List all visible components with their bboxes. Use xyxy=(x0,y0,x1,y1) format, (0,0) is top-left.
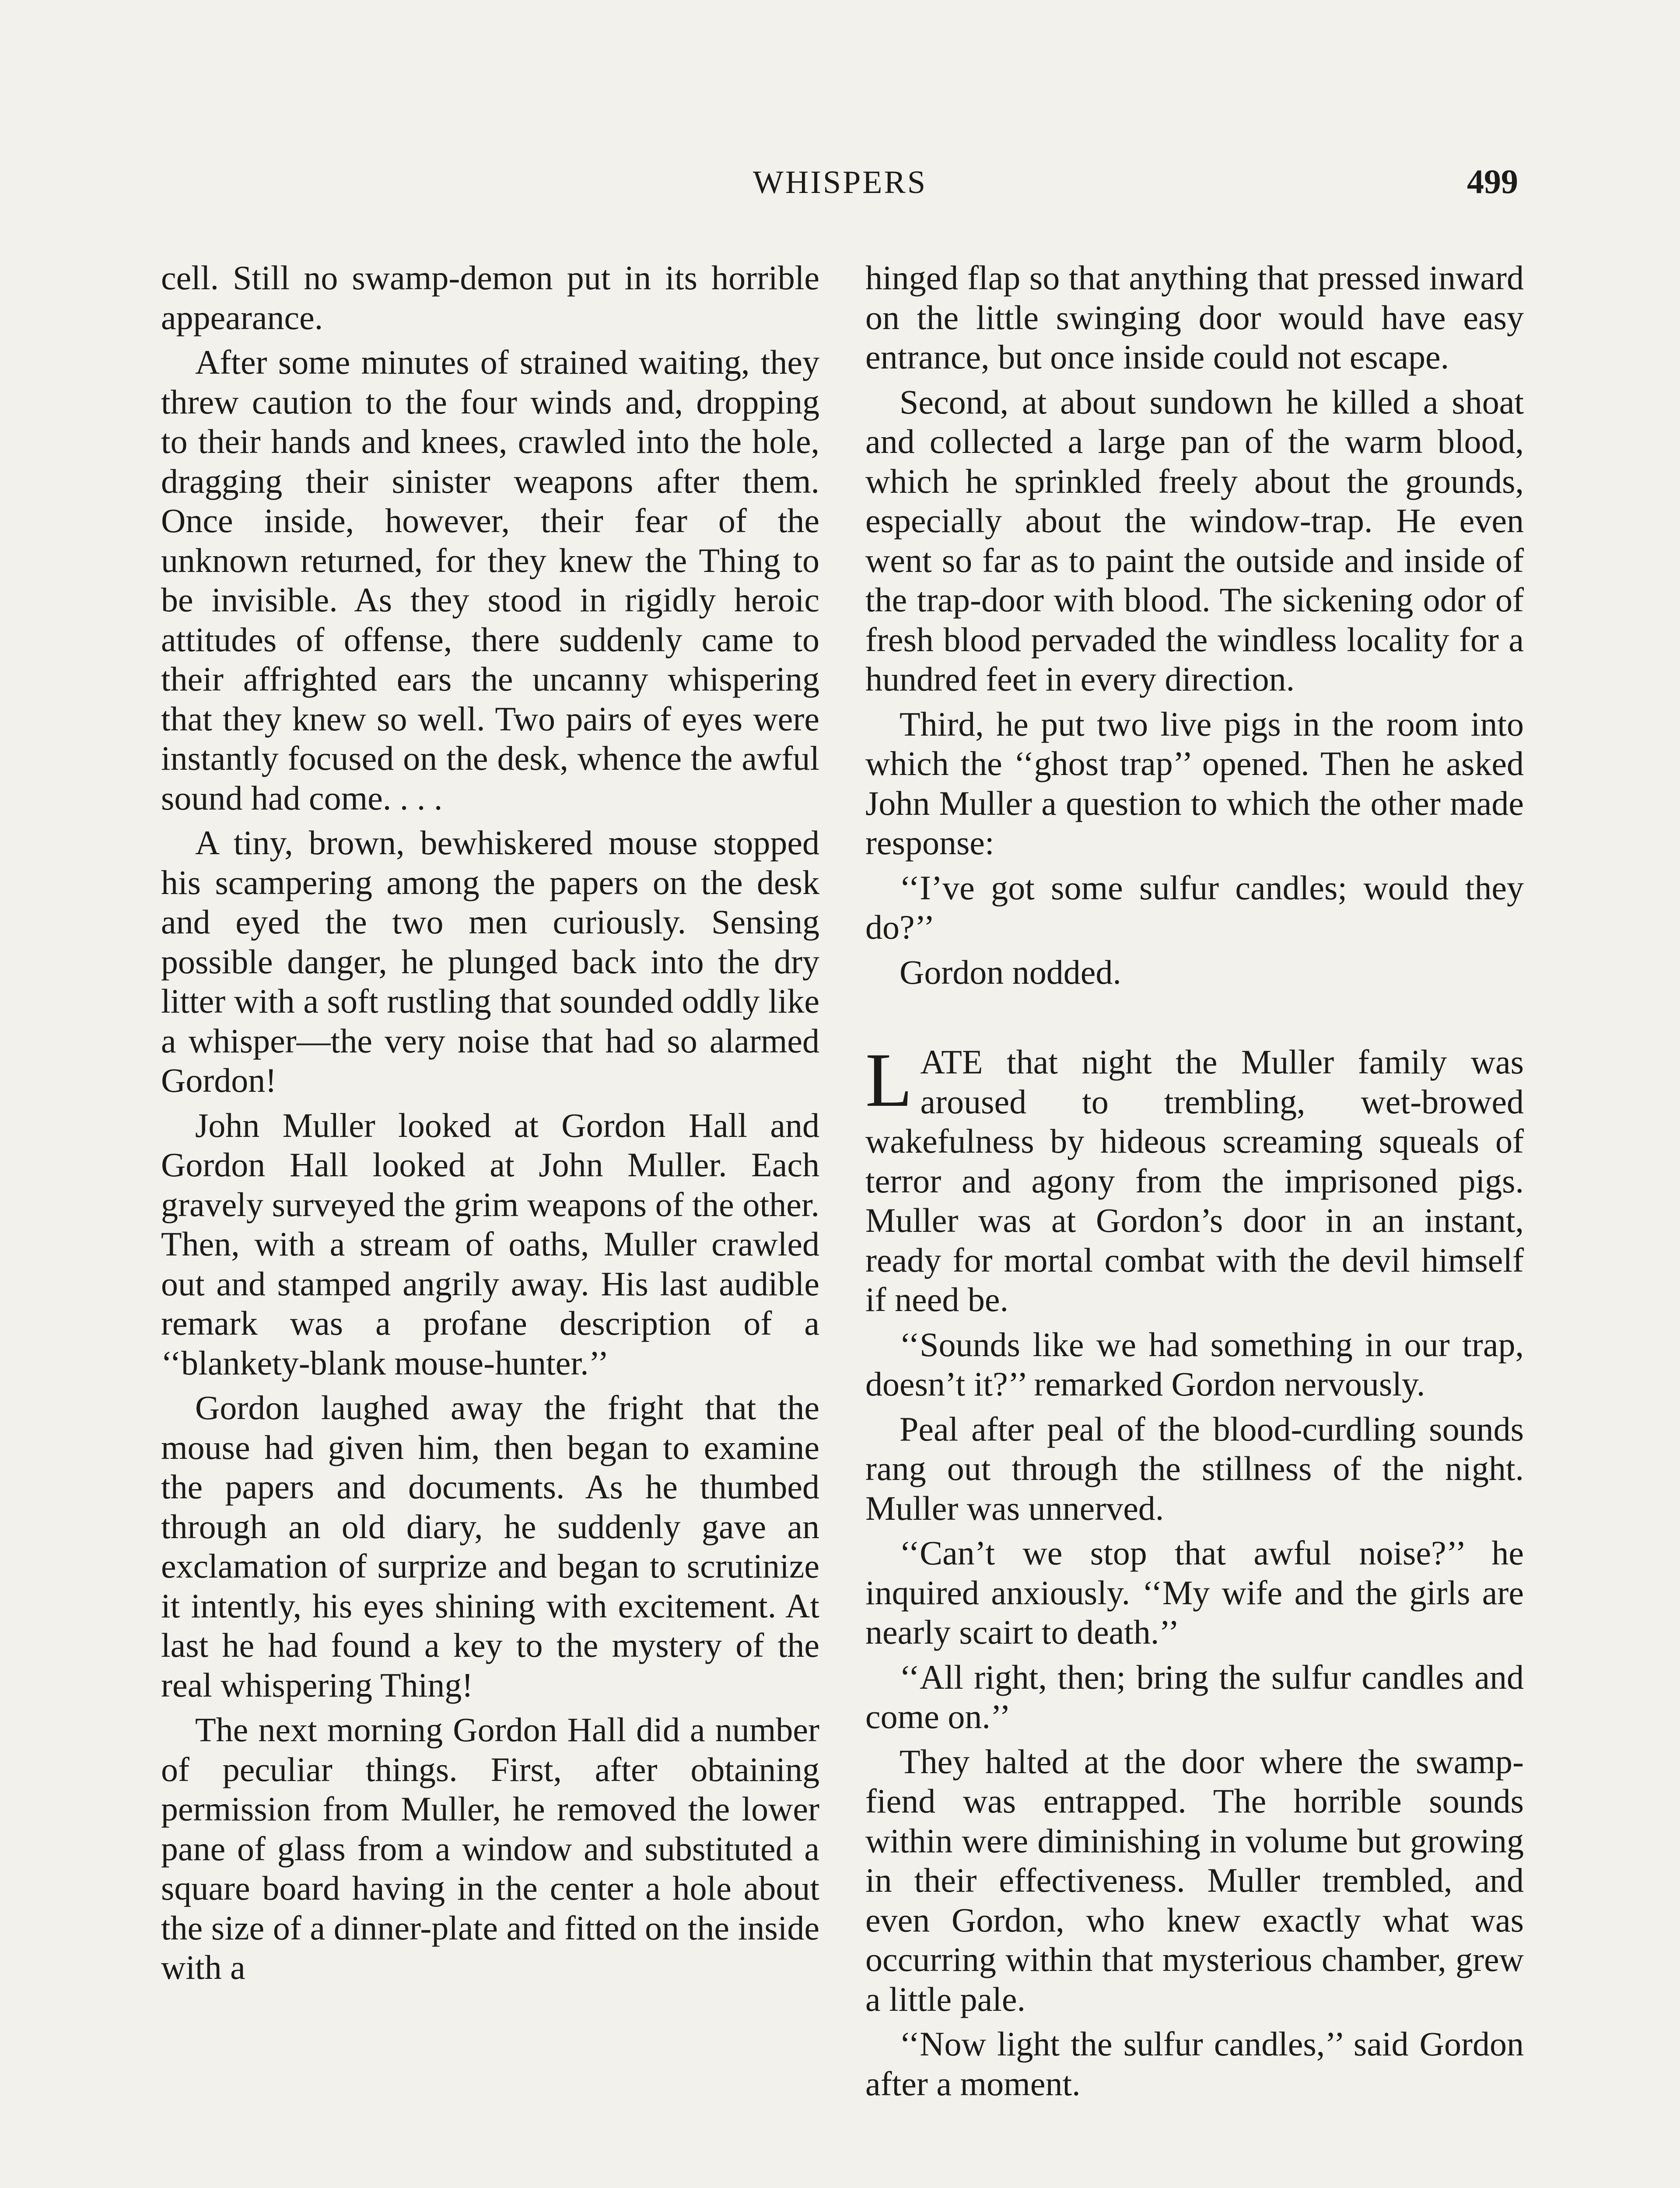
right-column xyxy=(865,258,1524,2104)
paragraph: cell. Still no swamp-demon put in its horrible appearance. xyxy=(161,259,819,337)
paragraph: After some minutes of strained waiting, they threw caution to the four winds and, dropping to their hands and knees, crawled into the hole, dragging their sinister weapons after them. Once inside, however, their fear of the unknown returned, for they knew the Thing to be invisible. As they stood in rigidly heroic attitudes of offense, there suddenly came to their affrighted ears the uncanny whispering that they knew so well. Two pairs of eyes were instantly focused on the desk, whence the awful sound had come. . . . xyxy=(161,343,819,817)
paragraph: Gordon laughed away the fright that the mouse had given him, then began to examine the papers and documents. As he thumbed through an old diary, he suddenly gave an exclamation of surprize and began to scrutinize it intently, his eyes shining with excitement. At last he had found a key to the mystery of the real whispering Thing! xyxy=(161,1389,819,1704)
paragraph: Peal after peal of the blood-curdling sounds rang out through the stillness of the night. Muller was unnerved. xyxy=(865,1410,1524,1527)
paragraph: Third, he put two live pigs in the room into which the ‘‘ghost trap’’ opened. Then he asked John Muller a question to which the other made response: xyxy=(865,705,1524,862)
paragraph: The next morning Gordon Hall did a number of peculiar things. First, after obtaining permission from Muller, he removed the lower pane of glass from a window and substituted a square board having in the center a hole about the size of a dinner-plate and fitted on the inside with a xyxy=(161,1711,819,1986)
drop-cap-paragraph-text: that night the Muller family was aroused to trembling, wet-browed wakefulness by hideous screaming squeals of terror and agony from the imprisoned pigs. Muller was at Gordon’s door in an instant, ready for mortal combat with the devil himself if need be. xyxy=(865,1043,1524,1318)
paragraph: They halted at the door where the swamp-fiend was entrapped. The horrible sounds within were diminishing in volume but growing in their effectiveness. Muller trembled, and even Gordon, who knew exactly what was occurring within that mysterious chamber, grew a little pale. xyxy=(865,1742,1524,2018)
paragraph: ‘‘Can’t we stop that awful noise?’’ he inquired anxiously. ‘‘My wife and the girls are nearly scairt to death.’’ xyxy=(865,1534,1524,1651)
paragraph: Second, at about sundown he killed a shoat and collected a large pan of the warm blood, which he sprinkled freely about the grounds, especially about the window-trap. He even went so far as to paint the outside and inside of the trap-door with blood. The sickening odor of fresh blood pervaded the windless locality for a hundred feet in every direction. xyxy=(865,382,1524,698)
paragraph: ‘‘I’ve got some sulfur candles; would they do?’’ xyxy=(865,868,1524,946)
paragraph: John Muller looked at Gordon Hall and Gordon Hall looked at John Muller. Each gravely surveyed the grim weapons of the other. Then, with a stream of oaths, Muller crawled out and stamped angrily away. His last audible remark was a profane description of a ‘‘blankety-blank mouse-hunter.’’ xyxy=(161,1106,819,1382)
paragraph: ‘‘All right, then; bring the sulfur candles and come on.’’ xyxy=(865,1658,1524,1736)
page-number: 499 xyxy=(1467,162,1518,200)
left-column xyxy=(161,258,819,1988)
drop-cap-small-caps: ATE xyxy=(920,1043,983,1081)
section-break xyxy=(865,992,1524,1042)
paragraph: ‘‘Sounds like we had something in our trap, doesn’t it?’’ remarked Gordon nervously. xyxy=(865,1325,1524,1403)
paragraph: hinged flap so that anything that pressed inward on the little swinging door would have easy entrance, but once inside could not escape. xyxy=(865,259,1524,376)
paragraph: Gordon nodded. xyxy=(900,953,1121,991)
paragraph: A tiny, brown, bewhiskered mouse stopped his scampering among the papers on the desk and eyed the two men curiously. Sensing possible danger, he plunged back into the dry litter with a soft rustling that sounded oddly like a whisper—the very noise that had so alarmed Gordon! xyxy=(161,824,819,1099)
paragraph: ‘‘Now light the sulfur candles,’’ said Gordon after a moment. xyxy=(865,2025,1524,2103)
drop-cap-letter: L xyxy=(865,1038,913,1123)
page-header-title: WHISPERS xyxy=(753,165,927,200)
drop-cap-paragraph xyxy=(865,1038,1524,1320)
